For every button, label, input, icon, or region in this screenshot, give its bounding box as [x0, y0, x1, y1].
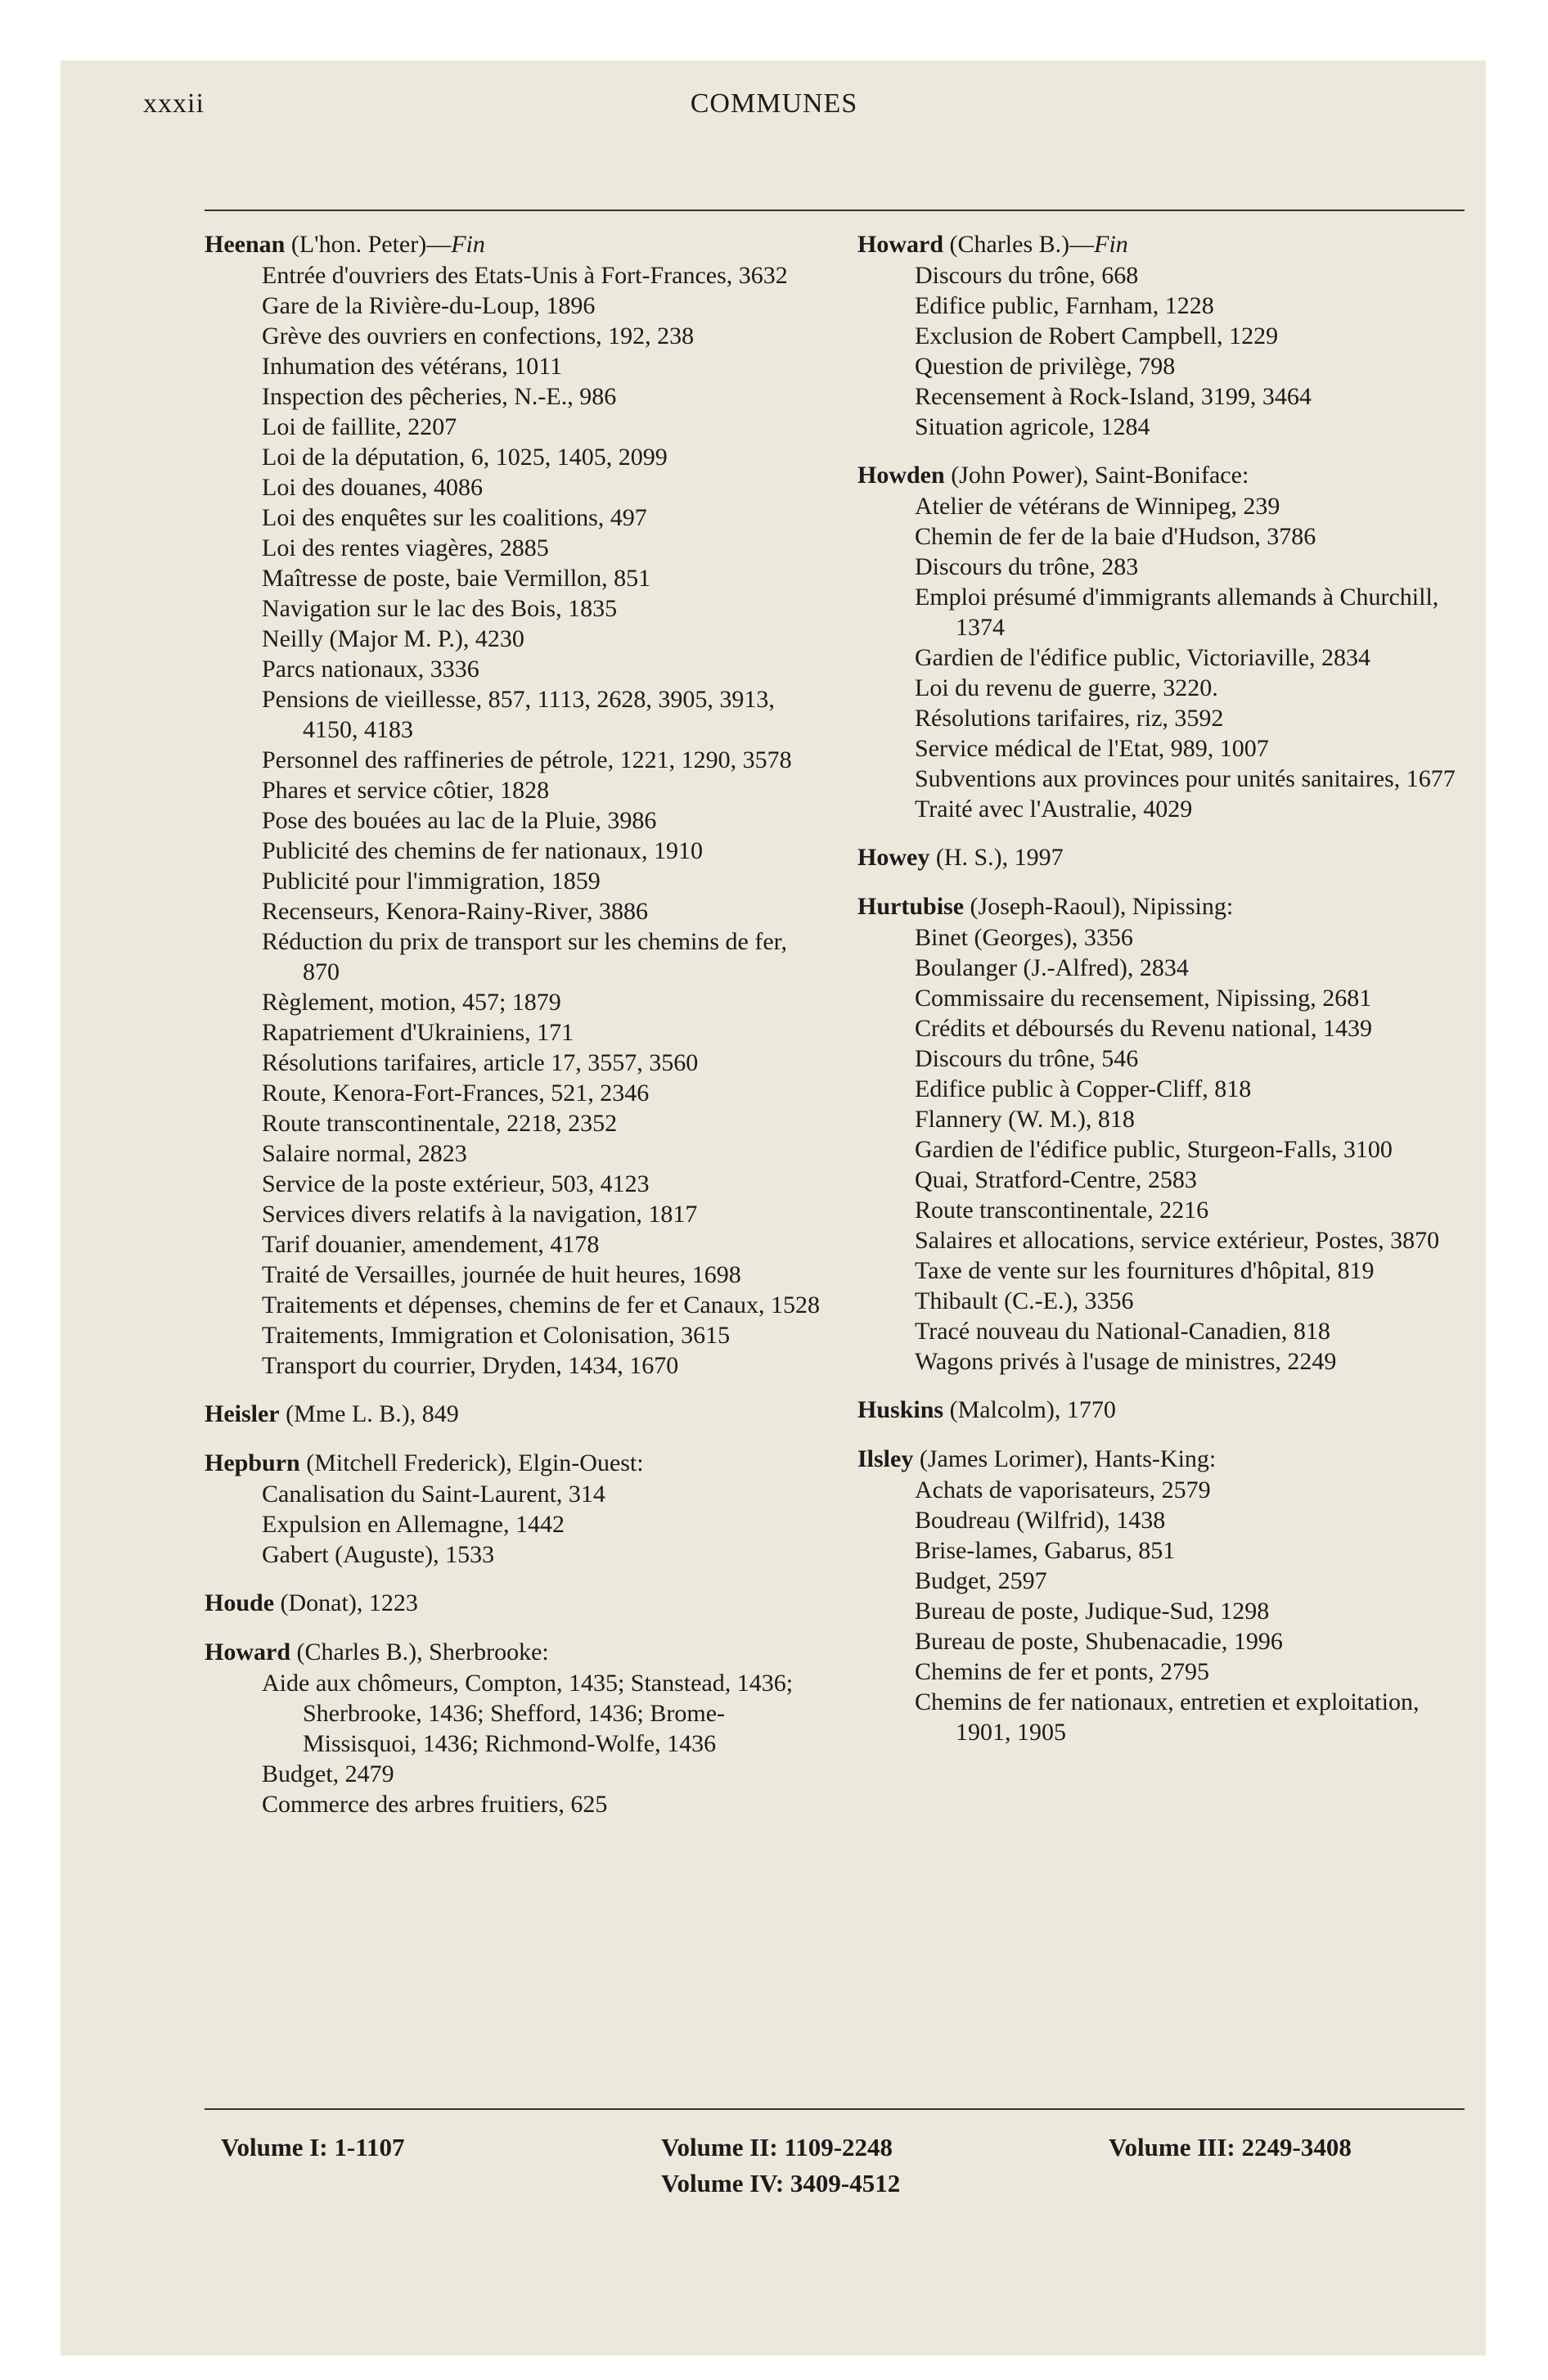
volume-1-range: Volume I: 1-1107	[221, 2133, 405, 2161]
page-number: xxxii	[143, 88, 205, 119]
entry-heading	[205, 1399, 826, 1430]
subject-entry: Parcs nationaux, 3336	[262, 656, 479, 683]
subject-entry: Atelier de vétérans de Winnipeg, 239	[915, 493, 1280, 520]
page-header	[0, 88, 1548, 137]
subject-entry: Brise-lames, Gabarus, 851	[915, 1537, 1176, 1564]
subject-entry: Gardien de l'édifice public, Victoriaville, 2834	[915, 644, 1371, 671]
member-details: (John Power), Saint-Boniface:	[944, 462, 1249, 489]
member-name: Hepburn	[205, 1449, 300, 1476]
subject-entry: Chemins de fer nationaux, entretien et exploitation, 1901, 1905	[915, 1688, 1420, 1746]
subject-entry: Exclusion de Robert Campbell, 1229	[915, 322, 1279, 349]
member-name: Heenan	[205, 231, 286, 258]
member-name: Houde	[205, 1589, 275, 1616]
subject-entry: Achats de vaporisateurs, 2579	[915, 1476, 1211, 1503]
index-entry	[205, 1448, 826, 1570]
member-details: (H. S.), 1997	[929, 844, 1064, 871]
subject-entry: Discours du trône, 668	[915, 262, 1139, 289]
subject-entry: Thibault (C.-E.), 3356	[915, 1287, 1134, 1314]
subject-entry: Inhumation des vétérans, 1011	[262, 353, 563, 380]
index-entry	[205, 1588, 826, 1619]
member-details: (Charles B.)—	[943, 231, 1095, 258]
volume-3-range: Volume III: 2249-3408	[1109, 2133, 1352, 2161]
subject-entry: Discours du trône, 546	[915, 1045, 1139, 1072]
subject-entry: Edifice public, Farnham, 1228	[915, 292, 1214, 319]
entry-heading	[205, 1448, 826, 1479]
subject-entry: Traité avec l'Australie, 4029	[915, 796, 1193, 823]
subject-entry: Gabert (Auguste), 1533	[262, 1541, 495, 1568]
subject-entry: Loi de faillite, 2207	[262, 413, 457, 440]
member-details: (Charles B.), Sherbrooke:	[290, 1639, 549, 1666]
subject-entry: Flannery (W. M.), 818	[915, 1106, 1135, 1133]
subject-entry: Recensement à Rock-Island, 3199, 3464	[915, 383, 1312, 410]
continuation-marker: Fin	[1094, 231, 1128, 258]
subject-entry: Loi des douanes, 4086	[262, 474, 483, 501]
subject-entry: Personnel des raffineries de pétrole, 1221, 1290, 3578	[262, 746, 792, 773]
subject-entry: Budget, 2597	[915, 1567, 1047, 1594]
entry-heading	[205, 1588, 826, 1619]
index-entry	[857, 460, 1467, 824]
subject-entry: Commerce des arbres fruitiers, 625	[262, 1791, 608, 1818]
subject-entry: Neilly (Major M. P.), 4230	[262, 625, 524, 652]
member-name: Hurtubise	[857, 893, 965, 920]
subject-entry: Commissaire du recensement, Nipissing, 2681	[915, 985, 1372, 1012]
member-details: (Donat), 1223	[274, 1589, 418, 1616]
footer-rule	[205, 2108, 1465, 2110]
subject-entry: Loi des enquêtes sur les coalitions, 497	[262, 504, 647, 531]
subject-entry: Quai, Stratford-Centre, 2583	[915, 1166, 1197, 1193]
subject-entry: Tracé nouveau du National-Canadien, 818	[915, 1318, 1330, 1345]
subject-entry: Route, Kenora-Fort-Frances, 521, 2346	[262, 1080, 650, 1107]
running-head: COMMUNES	[690, 88, 858, 119]
index-entry	[857, 1444, 1467, 1747]
subject-entry: Entrée d'ouvriers des Etats-Unis à Fort-Frances, 3632	[262, 262, 788, 289]
member-details: (Malcolm), 1770	[943, 1396, 1116, 1423]
entry-heading	[857, 891, 1467, 922]
subject-entry: Rapatriement d'Ukrainiens, 171	[262, 1019, 574, 1046]
subject-entry: Discours du trône, 283	[915, 553, 1139, 580]
header-rule	[205, 210, 1465, 211]
volume-4-range: Volume IV: 3409-4512	[661, 2169, 901, 2197]
subject-entry: Loi du revenu de guerre, 3220.	[915, 674, 1218, 701]
index-entry	[857, 891, 1467, 1377]
entry-heading	[857, 842, 1467, 873]
subject-entry: Budget, 2479	[262, 1760, 394, 1787]
subject-entry: Maîtresse de poste, baie Vermillon, 851	[262, 565, 651, 592]
subject-entry: Bureau de poste, Shubenacadie, 1996	[915, 1628, 1283, 1655]
member-name: Howey	[857, 844, 930, 871]
entry-heading	[205, 229, 826, 260]
subject-entry: Route transcontinentale, 2216	[915, 1197, 1209, 1224]
subject-entry: Phares et service côtier, 1828	[262, 777, 550, 804]
subject-entry: Pose des bouées au lac de la Pluie, 3986	[262, 807, 657, 834]
subject-entry: Règlement, motion, 457; 1879	[262, 989, 561, 1016]
subject-entry: Réduction du prix de transport sur les chemins de fer, 870	[262, 928, 787, 985]
member-details: (Mitchell Frederick), Elgin-Ouest:	[299, 1449, 644, 1476]
subject-entry: Loi des rentes viagères, 2885	[262, 534, 549, 561]
subject-entry: Expulsion en Allemagne, 1442	[262, 1511, 565, 1538]
subject-entry: Question de privilège, 798	[915, 353, 1176, 380]
index-entry	[205, 1637, 826, 1819]
subject-entry: Traitements et dépenses, chemins de fer et Canaux, 1528	[262, 1291, 821, 1318]
subject-entry: Traité de Versailles, journée de huit heures, 1698	[262, 1261, 741, 1288]
subject-entry: Binet (Georges), 3356	[915, 924, 1133, 951]
member-details: (James Lorimer), Hants-King:	[913, 1445, 1217, 1472]
subject-entry: Traitements, Immigration et Colonisation, 3615	[262, 1322, 731, 1349]
volume-2-range: Volume II: 1109-2248	[661, 2133, 893, 2161]
subject-entry: Service médical de l'Etat, 989, 1007	[915, 735, 1269, 762]
subject-entry: Résolutions tarifaires, riz, 3592	[915, 705, 1224, 732]
index-entry	[205, 229, 826, 1381]
member-name: Huskins	[857, 1396, 944, 1423]
subject-entry: Aide aux chômeurs, Compton, 1435; Stanstead, 1436; Sherbrooke, 1436; Shefford, 1436; Brome-Missisquoi, 1436; Richmond-Wolfe, 1436	[262, 1670, 794, 1757]
subject-entry: Navigation sur le lac des Bois, 1835	[262, 595, 618, 622]
subject-entry: Boudreau (Wilfrid), 1438	[915, 1507, 1166, 1534]
subject-entry: Transport du courrier, Dryden, 1434, 1670	[262, 1352, 679, 1379]
subject-entry: Emploi présumé d'immigrants allemands à Churchill, 1374	[915, 584, 1439, 641]
subject-entry: Gare de la Rivière-du-Loup, 1896	[262, 292, 596, 319]
subject-entry: Route transcontinentale, 2218, 2352	[262, 1110, 618, 1137]
member-details: (Mme L. B.), 849	[279, 1400, 459, 1427]
subject-entry: Publicité pour l'immigration, 1859	[262, 868, 601, 895]
entry-heading	[857, 460, 1467, 491]
subject-entry: Situation agricole, 1284	[915, 413, 1150, 440]
index-entry	[205, 1399, 826, 1430]
index-entry	[857, 1395, 1467, 1426]
subject-entry: Canalisation du Saint-Laurent, 314	[262, 1481, 605, 1508]
subject-entry: Services divers relatifs à la navigation, 1817	[262, 1201, 698, 1228]
subject-entry: Salaire normal, 2823	[262, 1140, 467, 1167]
subject-entry: Bureau de poste, Judique-Sud, 1298	[915, 1598, 1270, 1625]
subject-entry: Inspection des pêcheries, N.-E., 986	[262, 383, 617, 410]
subject-entry: Chemins de fer et ponts, 2795	[915, 1658, 1209, 1685]
subject-entry: Chemin de fer de la baie d'Hudson, 3786	[915, 523, 1316, 550]
subject-entry: Taxe de vente sur les fournitures d'hôpital, 819	[915, 1257, 1375, 1284]
subject-entry: Edifice public à Copper-Cliff, 818	[915, 1075, 1252, 1102]
subject-entry: Service de la poste extérieur, 503, 4123	[262, 1170, 650, 1197]
continuation-marker: Fin	[451, 231, 485, 258]
subject-entry: Subventions aux provinces pour unités sanitaires, 1677	[915, 765, 1456, 792]
member-name: Howden	[857, 462, 945, 489]
subject-entry: Tarif douanier, amendement, 4178	[262, 1231, 600, 1258]
member-name: Howard	[205, 1639, 290, 1666]
left-column	[205, 229, 826, 1837]
right-column	[857, 229, 1467, 1765]
member-name: Heisler	[205, 1400, 280, 1427]
member-details: (Joseph-Raoul), Nipissing:	[964, 893, 1234, 920]
member-name: Ilsley	[857, 1445, 914, 1472]
subject-entry: Loi de la députation, 6, 1025, 1405, 2099	[262, 444, 668, 471]
subject-entry: Pensions de vieillesse, 857, 1113, 2628, 3905, 3913, 4150, 4183	[262, 686, 775, 743]
subject-entry: Publicité des chemins de fer nationaux, 1910	[262, 837, 704, 864]
subject-entry: Boulanger (J.-Alfred), 2834	[915, 954, 1189, 981]
entry-heading	[857, 1444, 1467, 1475]
subject-entry: Recenseurs, Kenora-Rainy-River, 3886	[262, 898, 648, 925]
subject-entry: Crédits et déboursés du Revenu national, 1439	[915, 1015, 1373, 1042]
member-details: (L'hon. Peter)—	[285, 231, 452, 258]
subject-entry: Salaires et allocations, service extérieur, Postes, 3870	[915, 1227, 1440, 1254]
member-name: Howard	[857, 231, 943, 258]
entry-heading	[857, 1395, 1467, 1426]
index-entry	[857, 842, 1467, 873]
entry-heading	[857, 229, 1467, 260]
subject-entry: Wagons privés à l'usage de ministres, 2249	[915, 1348, 1337, 1375]
entry-heading	[205, 1637, 826, 1668]
subject-entry: Gardien de l'édifice public, Sturgeon-Falls, 3100	[915, 1136, 1393, 1163]
index-entry	[857, 229, 1467, 442]
subject-entry: Résolutions tarifaires, article 17, 3557, 3560	[262, 1049, 699, 1076]
subject-entry: Grève des ouvriers en confections, 192, 238	[262, 322, 695, 349]
